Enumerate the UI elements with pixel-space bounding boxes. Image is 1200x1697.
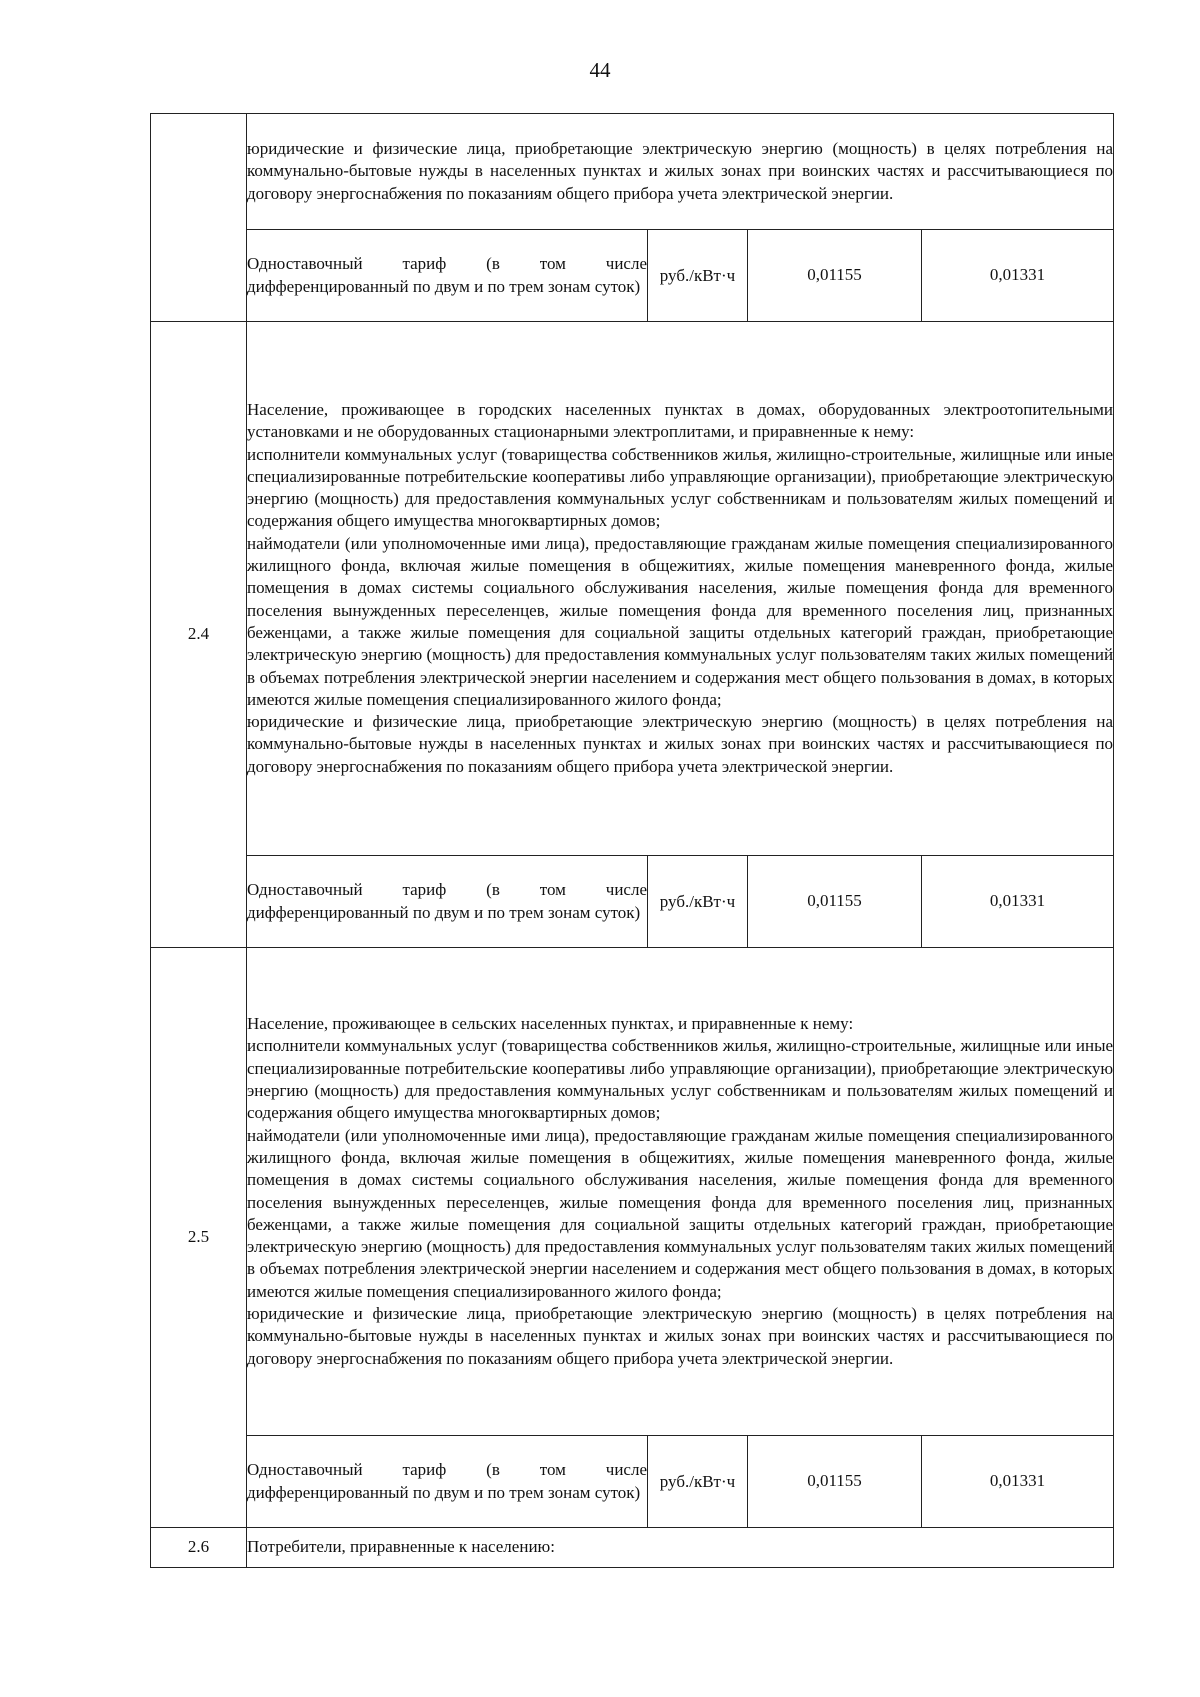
row-number: 2.5: [151, 948, 247, 1528]
description-paragraph: исполнители коммунальных услуг (товарищества собственников жилья, жилищно-строительные, жилищные или иные специализированные потребительские кооперативы либо управляющие организации), приобретающие электрическую энергию (мощность) для предоставления коммунальных услуг собственникам и пользователям жилых помещений и содержания общего имущества многоквартирных домов;: [247, 1036, 1114, 1123]
row-number-cell: [151, 114, 247, 322]
table-row: [151, 948, 1114, 1436]
description-paragraph: наймодатели (или уполномоченные ими лица), предоставляющие гражданам жилые помещения специализированного жилищного фонда, включая жилые помещения в общежитиях, жилые помещения маневренного фонда, жилые помещения в домах системы социального обслуживания населения, жилые помещения фонда для временного поселения вынужденных переселенцев, жилые помещения фонда для временного поселения лиц, признанных беженцами, а также жилые помещения для социальной защиты отдельных категорий граждан, приобретающие электрическую энергию (мощность) для предоставления коммунальных услуг пользователям таких жилых помещений в объемах потребления электрической энергии населением и содержания мест общего пользования в домах, в которых имеются жилые помещения специализированного жилого фонда;: [247, 533, 1114, 709]
tariff-value-first-half: 0,01155: [748, 856, 922, 948]
tariff-value-second-half: 0,01331: [922, 856, 1114, 948]
tariff-unit: руб./кВт·ч: [648, 856, 748, 948]
table-row: [151, 1528, 1114, 1568]
tariff-name: Одноставочный тариф (в том числе дифференцированный по двум и по трем зонам суток): [247, 230, 648, 322]
table-row: [151, 1436, 1114, 1528]
table-row: [151, 856, 1114, 948]
category-title: Потребители, приравненные к населению:: [247, 1528, 1114, 1568]
table-row: [151, 230, 1114, 322]
tariff-unit: руб./кВт·ч: [648, 230, 748, 322]
description-paragraph: юридические и физические лица, приобретающие электрическую энергию (мощность) в целях потребления на коммунально-бытовые нужды в населенных пунктах и жилых зонах при воинских частях и рассчитывающиеся по договору энергоснабжения по показаниям общего прибора учета электрической энергии.: [247, 139, 1114, 203]
description-paragraph: наймодатели (или уполномоченные ими лица), предоставляющие гражданам жилые помещения специализированного жилищного фонда, включая жилые помещения в общежитиях, жилые помещения маневренного фонда, жилые помещения в домах системы социального обслуживания населения, жилые помещения фонда для временного поселения вынужденных переселенцев, жилые помещения фонда для временного поселения лиц, признанных беженцами, а также жилые помещения для социальной защиты отдельных категорий граждан, приобретающие электрическую энергию (мощность) для предоставления коммунальных услуг пользователям таких жилых помещений в объемах потребления электрической энергии населением и содержания мест общего пользования в домах, в которых имеются жилые помещения специализированного жилого фонда;: [247, 1125, 1114, 1301]
tariff-value-first-half: 0,01155: [748, 1436, 922, 1528]
category-description: [247, 114, 1114, 230]
category-description: [247, 322, 1114, 856]
tariff-value-second-half: 0,01331: [922, 1436, 1114, 1528]
row-number: 2.4: [151, 322, 247, 948]
description-paragraph: юридические и физические лица, приобретающие электрическую энергию (мощность) в целях потребления на коммунально-бытовые нужды в населенных пунктах и жилых зонах при воинских частях и рассчитывающиеся по договору энергоснабжения по показаниям общего прибора учета электрической энергии.: [247, 1303, 1114, 1368]
tariff-value-second-half: 0,01331: [922, 230, 1114, 322]
table-row: [151, 322, 1114, 856]
tariff-name: Одноставочный тариф (в том числе дифференцированный по двум и по трем зонам суток): [247, 856, 648, 948]
description-paragraph: юридические и физические лица, приобретающие электрическую энергию (мощность) в целях потребления на коммунально-бытовые нужды в населенных пунктах и жилых зонах при воинских частях и рассчитывающиеся по договору энергоснабжения по показаниям общего прибора учета электрической энергии.: [247, 712, 1114, 776]
tariff-name: Одноставочный тариф (в том числе дифференцированный по двум и по трем зонам суток): [247, 1436, 648, 1528]
row-number: 2.6: [151, 1528, 247, 1568]
tariff-unit: руб./кВт·ч: [648, 1436, 748, 1528]
description-paragraph: Население, проживающее в сельских населенных пунктах, и приравненные к нему:: [247, 1014, 854, 1034]
tariff-table: [150, 113, 1114, 1568]
category-description: [247, 948, 1114, 1436]
tariff-value-first-half: 0,01155: [748, 230, 922, 322]
description-paragraph: Население, проживающее в городских населенных пунктах в домах, оборудованных электроотопительными установками и не оборудованных стационарными электроплитами, и приравненные к нему:: [247, 399, 1114, 442]
description-paragraph: исполнители коммунальных услуг (товарищества собственников жилья, жилищно-строительные, жилищные или иные специализированные потребительские кооперативы либо управляющие организации), приобретающие электрическую энергию (мощность) для предоставления коммунальных услуг собственникам и пользователям жилых помещений и содержания общего имущества многоквартирных домов;: [247, 444, 1114, 531]
page-number: 44: [589, 58, 611, 82]
table-row: [151, 114, 1114, 230]
